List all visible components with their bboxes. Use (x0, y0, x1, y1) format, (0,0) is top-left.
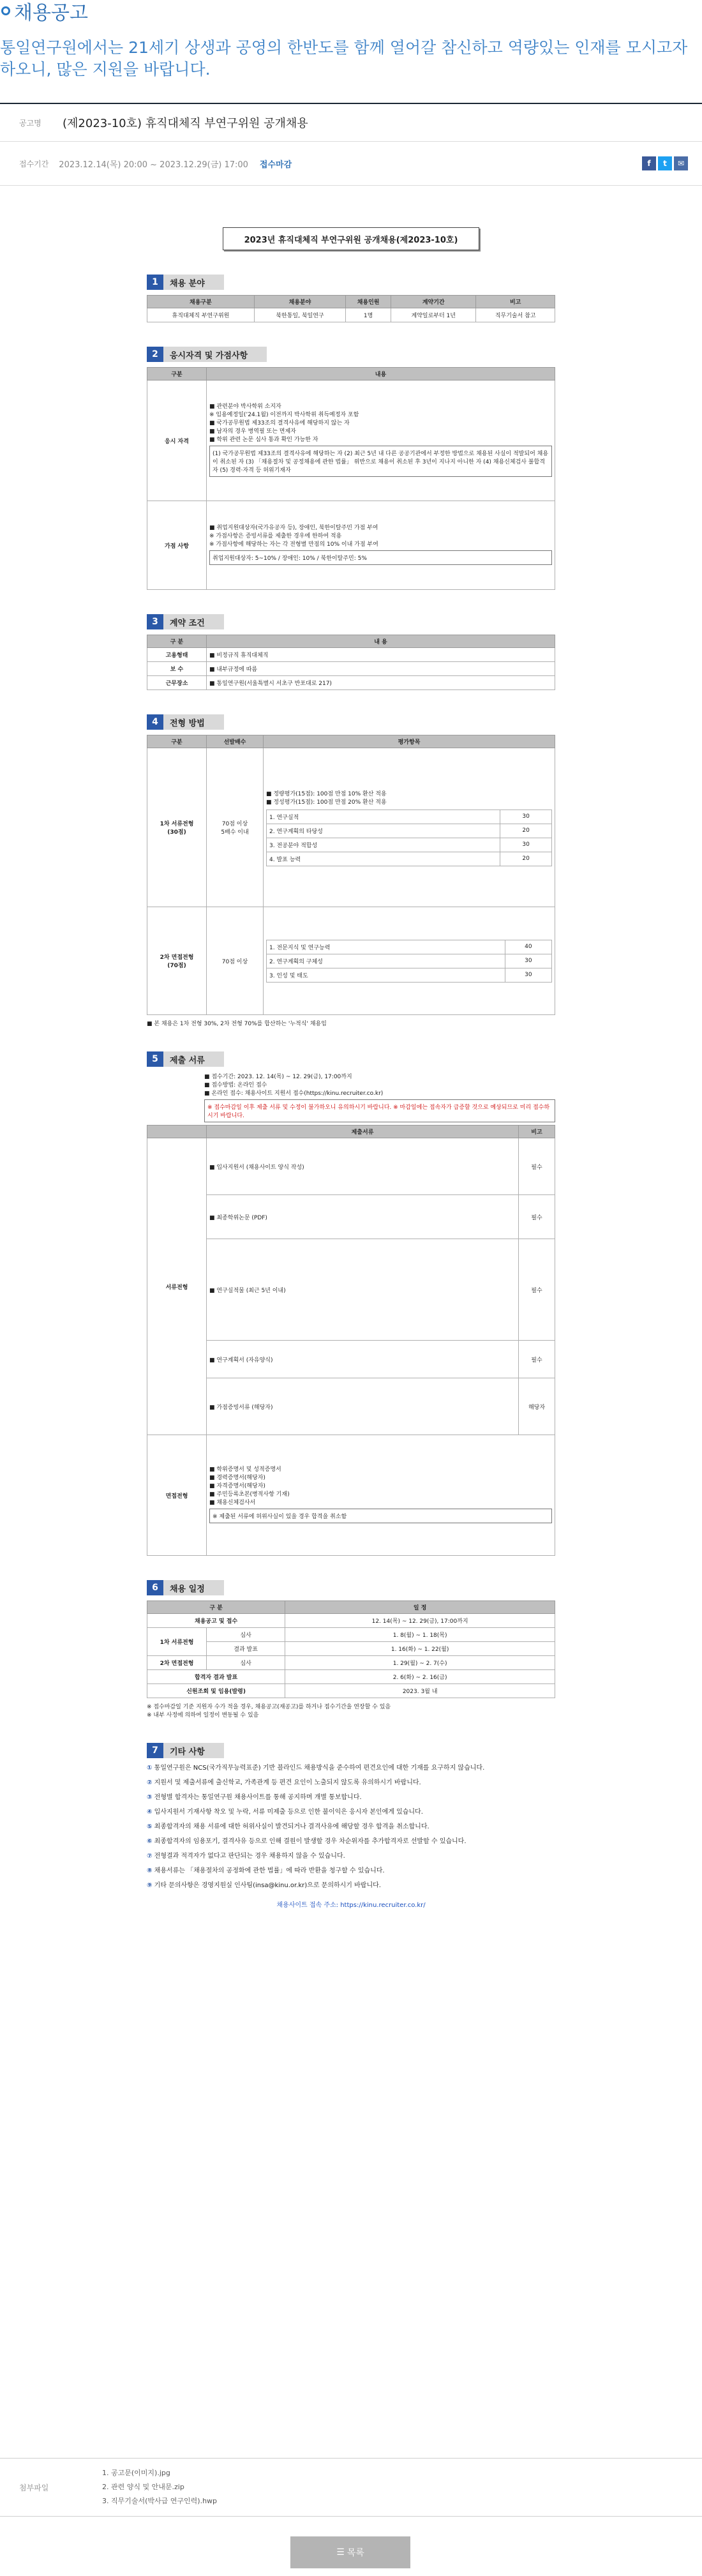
table-header: 선발배수 (207, 735, 264, 748)
list-item: ① 통일연구원은 NCS(국가직무능력표준) 기반 블라인드 채용방식을 준수하여 편견요인에 대한 기재를 요구하지 않습니다. (147, 1765, 485, 1772)
table-cell: 30 (500, 838, 552, 852)
table-row (147, 1656, 555, 1670)
row-head (147, 907, 207, 1015)
list-item: ■ 남자의 경우 병역필 또는 면제자 (209, 428, 296, 435)
deadline-warning: ※ 접수마감일 이후 제출 서류 및 수정이 불가하오니 유의하시기 바랍니다. ※ 마감일에는 접속자가 급증할 것으로 예상되므로 미리 접수하시기 바랍니다. (204, 1099, 555, 1122)
table-cell: 70점 이상 (207, 907, 264, 1015)
section-header (147, 1743, 555, 1758)
table-cell: 북한통일, 북일연구 (254, 308, 345, 322)
table-header: 비고 (476, 296, 555, 308)
intro-text: 통일연구원에서는 21세기 상생과 공영의 한반도를 함께 열어갈 참신하고 역량있는 인재를 모시고자 하오니, 많은 지원을 바랍니다. (0, 38, 688, 79)
section-number: 2 (147, 347, 163, 362)
section-label: 기타 사항 (163, 1743, 224, 1758)
row-head: 근무장소 (147, 676, 207, 690)
select-multiple: 5배수 이내 (221, 829, 249, 836)
notice-image (147, 204, 555, 2174)
table-row (267, 852, 552, 866)
table-cell: 결과 발표 (207, 1642, 285, 1656)
table-header: 채용인원 (346, 296, 391, 308)
table-row (147, 1195, 555, 1239)
list-item: ※ 임용예정일(’24.1월) 이전까지 박사학위 취득예정자 포함 (209, 412, 359, 418)
list-item: ⑨ 기타 문의사항은 경영지원실 인사팀(insa@kinu.or.kr)으로 문의하시기 바랍니다. (147, 1882, 381, 1889)
table-cell: 30 (505, 968, 551, 982)
table-cell: 3. 전공분야 적합성 (267, 838, 500, 852)
section-number: 7 (147, 1743, 163, 1758)
table-row (267, 838, 552, 852)
selection-method-table (147, 735, 555, 1015)
table-cell: 필수 (519, 1195, 555, 1239)
table-cell: 30 (500, 810, 552, 824)
table-header: 내 용 (207, 635, 555, 648)
table-cell: ■ 입사지원서 (채용사이트 양식 작성) (207, 1138, 519, 1195)
list-item: ■ 접수기간: 2023. 12. 14(목) ~ 12. 29(금), 17:00까지 (204, 1074, 352, 1080)
table-cell: 1. 16(화) ~ 1. 22(월) (285, 1642, 555, 1656)
table-cell: 필수 (519, 1138, 555, 1195)
table-header: 계약기간 (391, 296, 476, 308)
list-item: ■ 자격증명서(해당자) (209, 1483, 265, 1489)
row-head: 합격자 결과 발표 (147, 1670, 285, 1684)
table-cell: ■ 통일연구원(서울특별시 서초구 반포대로 217) (207, 676, 555, 690)
row-head: 1차 서류전형 (147, 1628, 207, 1656)
list-item: ■ 관련분야 박사학위 소지자 (209, 403, 281, 410)
table-row (147, 1628, 555, 1642)
table-cell: 2. 6(화) ~ 2. 16(금) (285, 1670, 555, 1684)
period-value: 2023.12.14(목) 20:00 ~ 2023.12.29(금) 17:00 (59, 160, 248, 170)
email-icon[interactable]: ✉ (674, 156, 688, 170)
section-number: 5 (147, 1051, 163, 1067)
table-row (147, 1670, 555, 1684)
table-row (267, 824, 552, 838)
row-head: 2차 면접전형 (147, 1656, 207, 1670)
twitter-icon[interactable]: t (658, 156, 672, 170)
section-number: 4 (147, 714, 163, 730)
section-label: 제출 서류 (163, 1051, 224, 1067)
table-row (147, 1378, 555, 1435)
table-header: 구분 (147, 368, 207, 380)
recruit-field-table (147, 295, 555, 322)
section-header (147, 714, 555, 730)
section-label: 채용 분야 (163, 275, 224, 290)
title-bullet-icon (1, 6, 10, 15)
attachment-link[interactable]: 2. 관련 양식 및 안내문.zip (102, 2483, 184, 2491)
table-row (147, 1341, 555, 1378)
schedule-table (147, 1601, 555, 1698)
stage-name: 1차 서류전형 (160, 821, 194, 827)
row-head (147, 748, 207, 907)
table-cell: 4. 발표 능력 (267, 852, 500, 866)
page-title (0, 0, 88, 22)
table-cell: ■ 가점증빙서류 (해당자) (207, 1378, 519, 1435)
attachments (0, 2458, 702, 2517)
table-cell: 20 (500, 852, 552, 866)
table-cell: 심사 (207, 1628, 285, 1642)
table-row (147, 1435, 555, 1556)
section-number: 3 (147, 614, 163, 629)
table-row (147, 648, 555, 662)
table-header: 구 분 (147, 1601, 285, 1614)
facebook-icon[interactable]: f (642, 156, 656, 170)
table-row (267, 968, 552, 982)
post-title-row (0, 104, 702, 142)
list-item: ⑦ 전형결과 적격자가 없다고 판단되는 경우 채용하지 않을 수 있습니다. (147, 1853, 345, 1860)
table-row (267, 940, 552, 954)
list-item: ■ 접수방법: 온라인 접수 (204, 1082, 267, 1088)
list-item: ※ 가점사항에 해당하는 자는 각 전형별 만점의 10% 이내 가점 부여 (209, 541, 378, 548)
table-cell: ■ 내부규정에 따름 (207, 662, 555, 676)
table-cell: 12. 14(목) ~ 12. 29(금), 17:00까지 (285, 1614, 555, 1628)
eval-items-table (266, 940, 552, 983)
attachment-link[interactable]: 3. 직무기술서(박사급 연구인력).hwp (102, 2497, 218, 2505)
page-heading: 채용공고 (14, 2, 88, 24)
section-number: 1 (147, 275, 163, 290)
section-label: 채용 일정 (163, 1580, 224, 1595)
table-cell: 3. 인성 및 태도 (267, 968, 505, 982)
bonus-box: 취업지원대상자: 5~10% / 장애인: 10% / 북한이탈주민: 5% (209, 550, 552, 565)
table-row (267, 810, 552, 824)
table-cell: 40 (505, 940, 551, 954)
section-header (147, 1580, 555, 1595)
section-header (147, 347, 555, 362)
table-row (147, 1642, 555, 1656)
table-header: 구분 (147, 735, 207, 748)
section-header (147, 275, 555, 290)
list-item: ■ 경력증명서(해당자) (209, 1475, 265, 1481)
list-item: ■ 채용신체검사서 (209, 1500, 256, 1506)
table-cell: 1. 8(월) ~ 1. 18(목) (285, 1628, 555, 1642)
table-cell: 필수 (519, 1341, 555, 1378)
row-head: 보 수 (147, 662, 207, 676)
table-cell (207, 501, 555, 590)
list-item: ⑤ 최종합격자의 채용 서류에 대한 허위사실이 발견되거나 결격사유에 해당할 경우 합격을 취소합니다. (147, 1823, 429, 1830)
schedule-note: ※ 내부 사정에 의하여 일정이 변동될 수 있음 (147, 1712, 259, 1719)
table-cell: ■ 비정규직 휴직대체직 (207, 648, 555, 662)
stage-points: (70점) (167, 963, 186, 969)
post-title-key: 공고명 (19, 118, 41, 128)
list-item: ② 지원서 및 제출서류에 출신학교, 가족관계 등 편견 요인이 노출되지 않도록 유의하시기 바랍니다. (147, 1779, 421, 1786)
table-row (147, 501, 555, 590)
share-buttons (642, 156, 688, 170)
table-cell (264, 907, 555, 1015)
table-header: 평가항목 (264, 735, 555, 748)
list-item: ⑥ 최종합격자의 임용포기, 결격사유 등으로 인해 결원이 발생할 경우 차순위자를 추가합격자로 선발할 수 있습니다. (147, 1838, 467, 1845)
table-cell (207, 748, 264, 907)
attachment-list (102, 2466, 217, 2508)
table-row (147, 1614, 555, 1628)
list-button[interactable] (290, 2536, 410, 2568)
row-head: 고용형태 (147, 648, 207, 662)
period-key: 접수기간 (19, 159, 49, 169)
table-row (147, 748, 555, 907)
list-item: ■ 온라인 접수: 채용사이트 지원서 접수(https://kinu.recruiter.co.kr) (204, 1090, 384, 1097)
table-cell (264, 748, 555, 907)
period-row (0, 142, 702, 186)
table-cell: ■ 연구계획서 (자유양식) (207, 1341, 519, 1378)
table-header (147, 1126, 207, 1138)
table-cell: 30 (505, 954, 551, 968)
table-row (147, 1138, 555, 1195)
contract-table (147, 635, 555, 690)
notice-banner: 2023년 휴직대체직 부연구위원 공개채용(제2023-10호) (223, 227, 479, 250)
table-cell: 1. 전문지식 및 연구능력 (267, 940, 505, 954)
table-cell: 1. 연구실적 (267, 810, 500, 824)
documents-table (147, 1125, 555, 1556)
list-item: ■ 정량평가(15점): 100점 만점 10% 환산 적용 (266, 790, 387, 797)
list-item: ⑧ 채용서류는 「채용절차의 공정화에 관한 법률」에 따라 반환을 청구할 수 있습니다. (147, 1867, 385, 1874)
row-head: 신원조회 및 임용(발령) (147, 1684, 285, 1698)
table-cell (207, 1435, 555, 1556)
qualification-table (147, 367, 555, 590)
attachment-link[interactable]: 1. 공고문(이미지).jpg (102, 2469, 170, 2477)
list-item: ■ 정성평가(15점): 100점 만점 20% 환산 적용 (266, 799, 387, 806)
bonus-item: 북한이탈주민: 5% (320, 555, 367, 562)
list-item: ③ 전형별 합격자는 통일연구원 채용사이트를 통해 공지하며 개별 통보합니다. (147, 1794, 362, 1801)
table-row (147, 1239, 555, 1341)
other-notes (147, 1763, 555, 1890)
application-info (147, 1072, 555, 1122)
section-label: 응시자격 및 가점사항 (163, 347, 267, 362)
table-cell (207, 380, 555, 501)
stage-name: 2차 면접전형 (160, 954, 194, 961)
table-header: 비고 (519, 1126, 555, 1138)
row-head: 채용공고 및 접수 (147, 1614, 285, 1628)
table-cell: 20 (500, 824, 552, 838)
table-cell: 계약일로부터 1년 (391, 308, 476, 322)
recruit-site-link (147, 1899, 555, 1909)
table-row (147, 308, 555, 322)
table-cell: 2023. 3월 내 (285, 1684, 555, 1698)
table-header: 채용구분 (147, 296, 255, 308)
selection-note: ■ 본 채용은 1차 전형 30%, 2차 전형 70%를 합산하는 '누적식' 채용임 (147, 1021, 327, 1027)
table-header: 일 정 (285, 1601, 555, 1614)
list-item: ■ 국가공무원법 제33조의 결격사유에 해당하지 않는 자 (209, 420, 350, 426)
select-threshold: 70점 이상 (221, 821, 248, 827)
table-header: 내용 (207, 368, 555, 380)
row-head: 응시 자격 (147, 380, 207, 501)
post-title: (제2023-10호) 휴직대체직 부연구위원 공개채용 (63, 117, 308, 130)
section-label: 계약 조건 (163, 614, 224, 629)
table-row (147, 1684, 555, 1698)
list-item: ④ 입사지원서 기재사항 착오 및 누락, 서류 미제출 등으로 인한 불이익은 응시자 본인에게 있습니다. (147, 1809, 423, 1816)
table-cell: 1. 29(월) ~ 2. 7(수) (285, 1656, 555, 1670)
table-row (147, 380, 555, 501)
section-header (147, 1051, 555, 1067)
table-cell: ■ 연구실적물 (최근 5년 이내) (207, 1239, 519, 1341)
list-item: ■ 주민등록초본(병적사항 기재) (209, 1491, 290, 1498)
eval-items-table (266, 810, 552, 866)
period-values (59, 156, 702, 170)
recruit-site-url: 채용사이트 접속 주소: https://kinu.recruiter.co.kr/ (276, 1902, 426, 1909)
table-row (147, 662, 555, 676)
table-cell: 2. 연구계획의 구체성 (267, 954, 505, 968)
table-header: 채용분야 (254, 296, 345, 308)
false-info-warning: ※ 제출된 서류에 허위사실이 있을 경우 합격을 취소함 (209, 1509, 552, 1523)
table-row (147, 907, 555, 1015)
list-item: ■ 취업지원대상자(국가유공자 등), 장애인, 북한이탈주민 가점 부여 (209, 525, 378, 531)
stage-points: (30점) (167, 829, 186, 836)
section-label: 전형 방법 (163, 714, 224, 730)
attachments-label: 첨부파일 (19, 2483, 49, 2492)
post-meta (0, 103, 702, 186)
list-icon: ☰ (336, 2547, 345, 2557)
table-cell: 필수 (519, 1239, 555, 1341)
list-item: ※ 가점사항은 증빙서류를 제출한 경우에 한하여 적용 (209, 533, 342, 539)
table-header: 제출서류 (207, 1126, 519, 1138)
table-row (147, 676, 555, 690)
section-number: 6 (147, 1580, 163, 1595)
list-item: ■ 학위 관련 논문 심사 통과 확인 가능한 자 (209, 437, 318, 443)
table-cell: 2. 연구계획의 타당성 (267, 824, 500, 838)
list-button-label: 목록 (347, 2548, 364, 2558)
row-head: 가점 사항 (147, 501, 207, 590)
table-header: 구 분 (147, 635, 207, 648)
list-item: ■ 학위증명서 및 성적증명서 (209, 1466, 281, 1473)
row-head: 면접전형 (147, 1435, 207, 1556)
disqualification-box: (1) 국가공무원법 제33조의 결격사유에 해당하는 자 (2) 최근 5년 내 다른 공공기관에서 부정한 방법으로 채용된 사실이 적발되어 채용이 취소된 자 (3) 「채용절차 및 공정채용에 관한 법률」 위반으로 채용이 취소된 후 3년이 지나지 아니한 자 (4) 채용신체검사 불합격자 (5) 경력·자격 등 허위기재자 (209, 446, 552, 477)
schedule-note: ※ 접수마감일 기준 지원자 수가 적을 경우, 채용공고(재공고)를 하거나 접수기간을 연장할 수 있음 (147, 1704, 391, 1710)
bonus-item: 취업지원대상자: 5~10% (213, 555, 277, 562)
table-cell: 해당자 (519, 1378, 555, 1435)
table-cell: 심사 (207, 1656, 285, 1670)
table-cell: 직무기술서 참고 (476, 308, 555, 322)
row-head: 서류전형 (147, 1138, 207, 1435)
status-badge: 접수마감 (259, 160, 292, 170)
table-cell: 1명 (346, 308, 391, 322)
bonus-item: 장애인: 10% (281, 555, 315, 562)
table-cell: ■ 최종학위논문 (PDF) (207, 1195, 519, 1239)
section-header (147, 614, 555, 629)
table-cell: 휴직대체직 부연구위원 (147, 308, 255, 322)
table-row (267, 954, 552, 968)
